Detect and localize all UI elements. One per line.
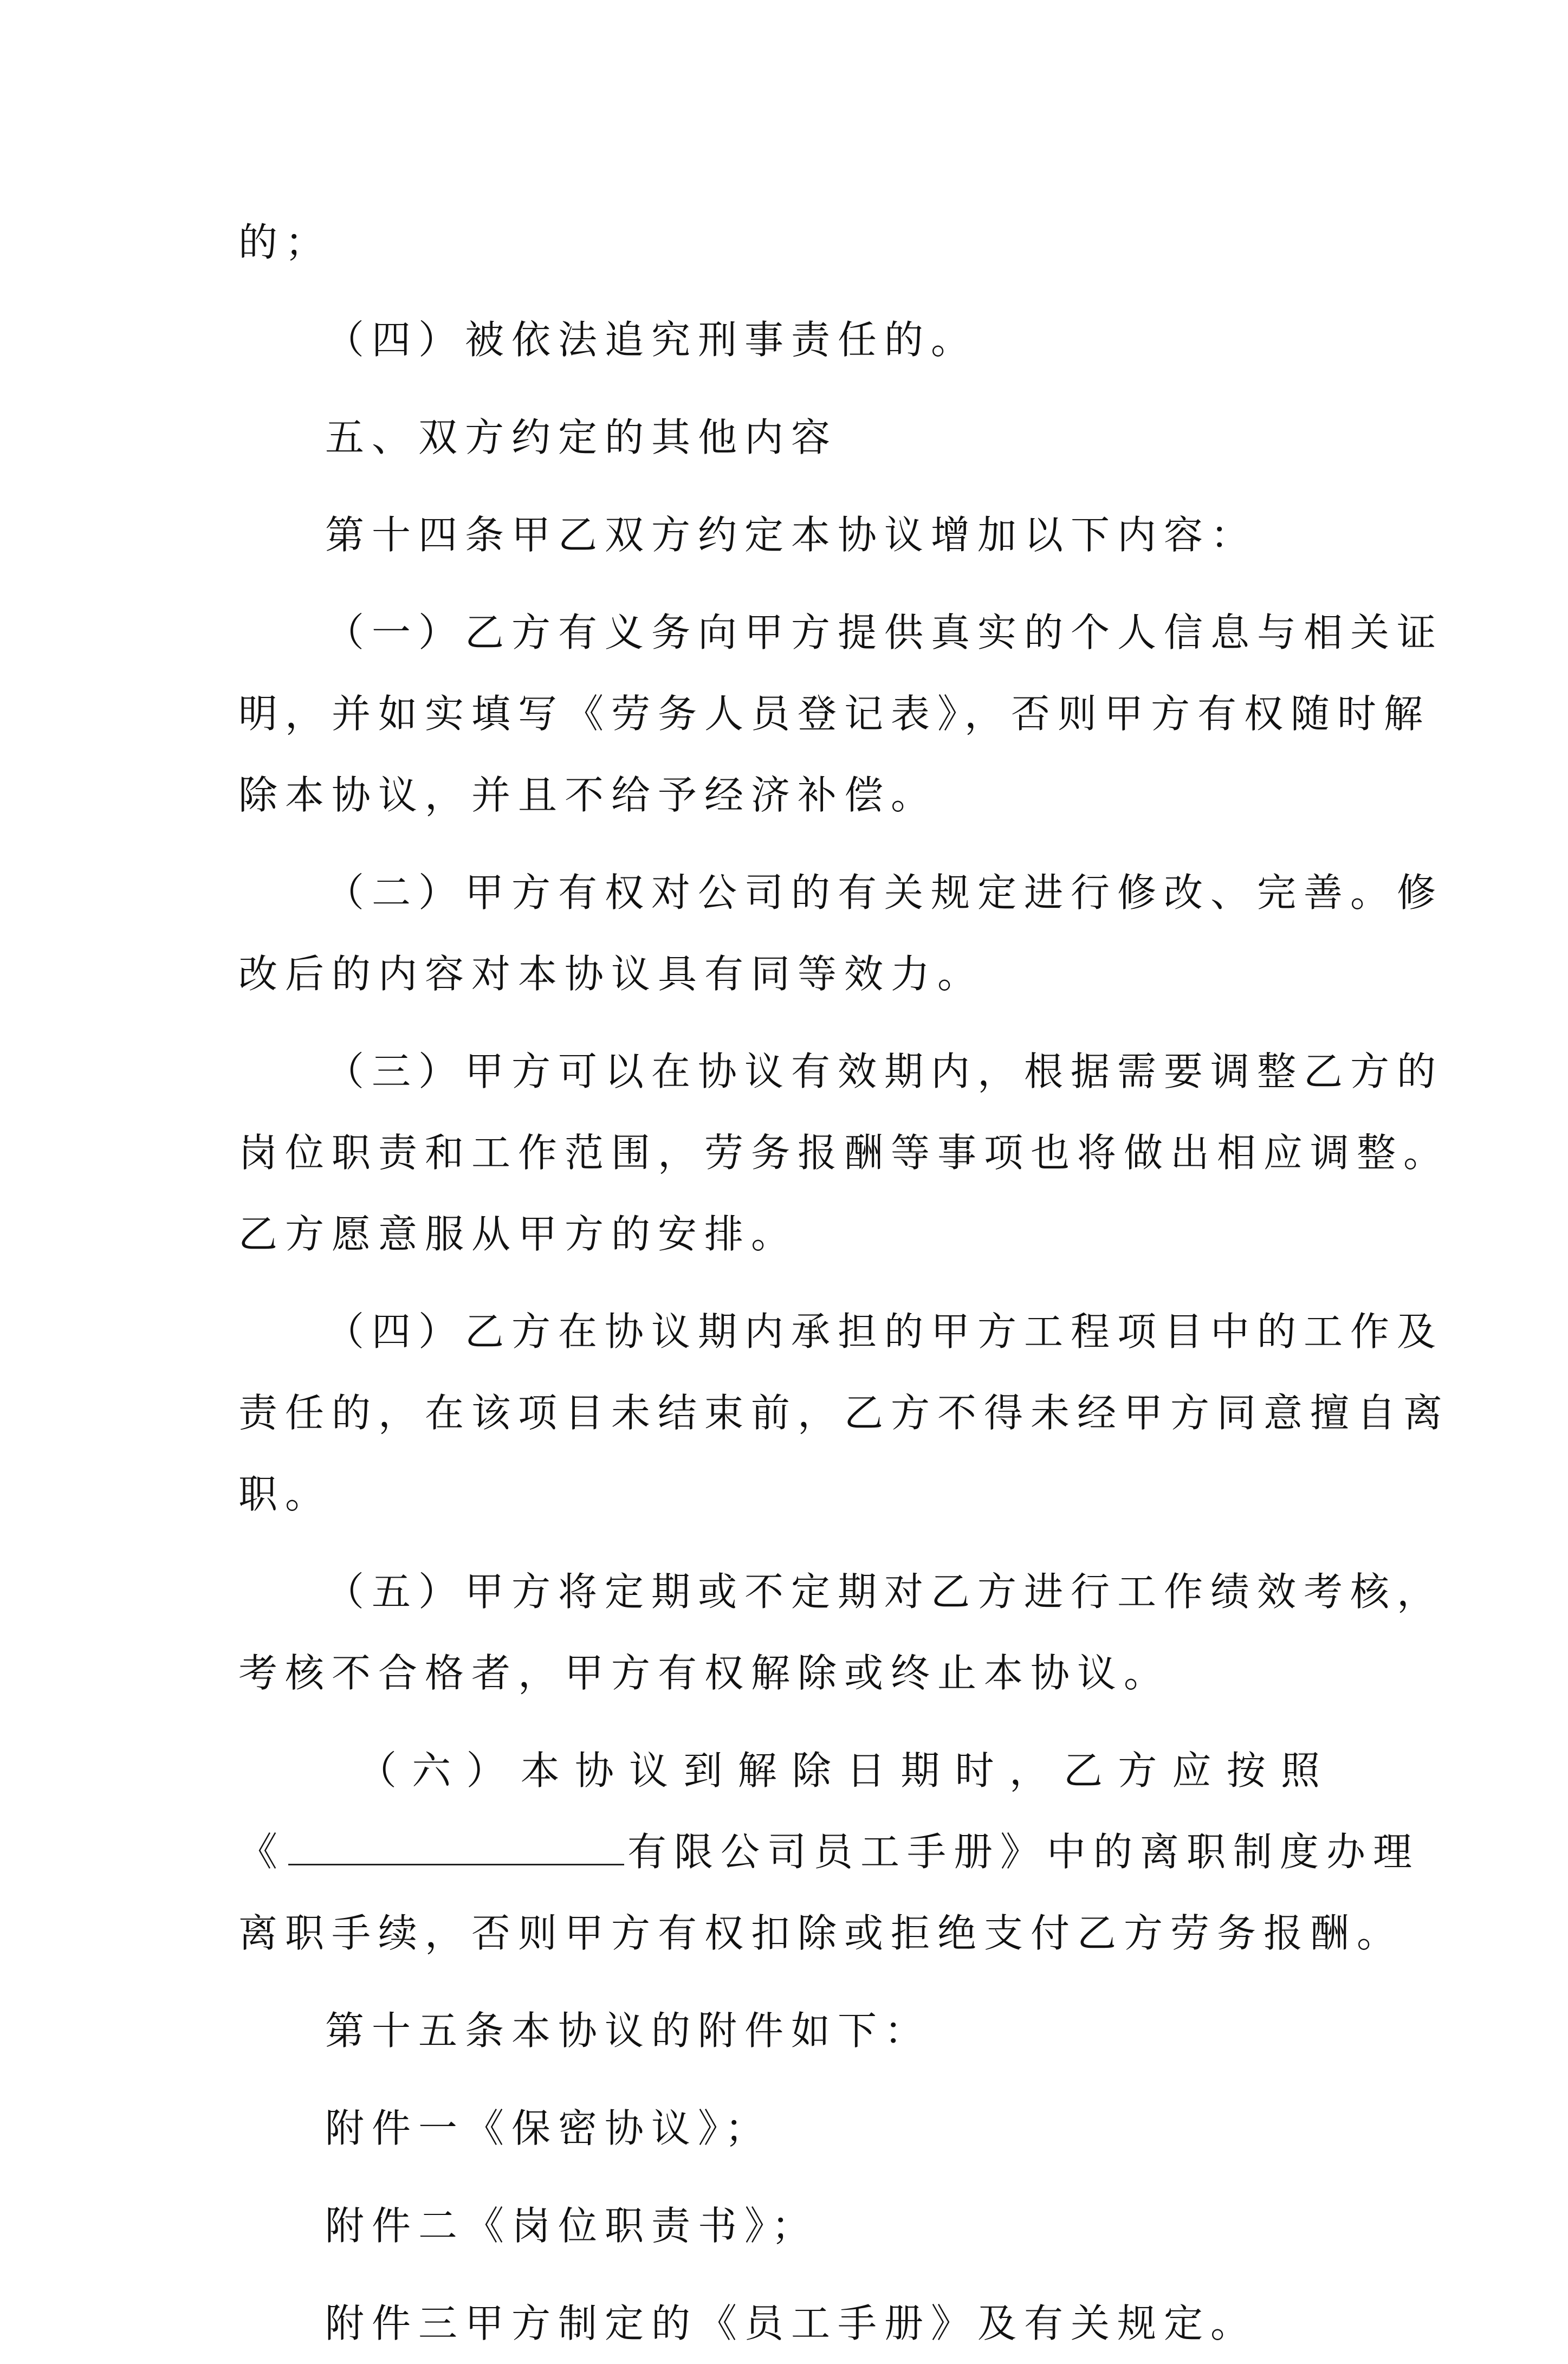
clause-3-line-3: 乙方愿意服从甲方的安排。 [238, 1211, 798, 1257]
clause-4-line-3: 职。 [238, 1471, 332, 1517]
company-name-blank [288, 1830, 624, 1865]
clause-3-line-2: 岗位职责和工作范围，劳务报酬等事项也将做出相应调整。 [238, 1130, 1450, 1175]
document-body [238, 202, 1450, 2364]
clause-1-line-2: 明，并如实填写《劳务人员登记表》，否则甲方有权随时解 [238, 691, 1431, 737]
article-15-heading: 第十五条本协议的附件如下： [325, 2008, 931, 2053]
clause-4-line-2: 责任的，在该项目未结束前，乙方不得未经甲方同意擅自离 [238, 1390, 1450, 1436]
section-heading-other-terms: 五、双方约定的其他内容 [325, 415, 838, 460]
clause-5-line-1: （五）甲方将定期或不定期对乙方进行工作绩效考核， [325, 1569, 1444, 1614]
clause-6-line-2 [238, 1811, 1420, 1893]
clause-3-line-1: （三）甲方可以在协议有效期内，根据需要调整乙方的 [325, 1049, 1444, 1094]
clause-1-line-3: 除本协议，并且不给予经济补偿。 [238, 772, 938, 818]
clause-4-line-1: （四）乙方在协议期内承担的甲方工程项目中的工作及 [325, 1309, 1444, 1354]
clause-5-line-2: 考核不合格者，甲方有权解除或终止本协议。 [238, 1650, 1171, 1696]
article-14-heading: 第十四条甲乙双方约定本协议增加以下内容： [325, 512, 1258, 558]
clause-2-line-2: 改后的内容对本协议具有同等效力。 [238, 951, 984, 997]
attachment-2: 附件二《岗位职责书》； [325, 2203, 819, 2249]
clause-6-line-3: 离职手续，否则甲方有权扣除或拒绝支付乙方劳务报酬。 [238, 1910, 1404, 1956]
attachment-3: 附件三甲方制定的《员工手册》及有关规定。 [325, 2301, 1258, 2346]
clause-criminal-liability: （四）被依法追究刑事责任的。 [325, 317, 978, 363]
attachment-1: 附件一《保密协议》； [325, 2105, 772, 2151]
handbook-title-open-quote: 《 [238, 1829, 286, 1875]
clause-2-line-1: （二）甲方有权对公司的有关规定进行修改、完善。修 [325, 870, 1444, 915]
paragraph-line: 的； [238, 219, 332, 265]
clause-6-line-1: （六）本协议到解除日期时，乙方应按照 [358, 1748, 1327, 1793]
clause-1-line-1: （一）乙方有义务向甲方提供真实的个人信息与相关证 [325, 610, 1444, 655]
handbook-title-suffix: 有限公司员工手册》中的离职制度办理 [627, 1829, 1420, 1875]
